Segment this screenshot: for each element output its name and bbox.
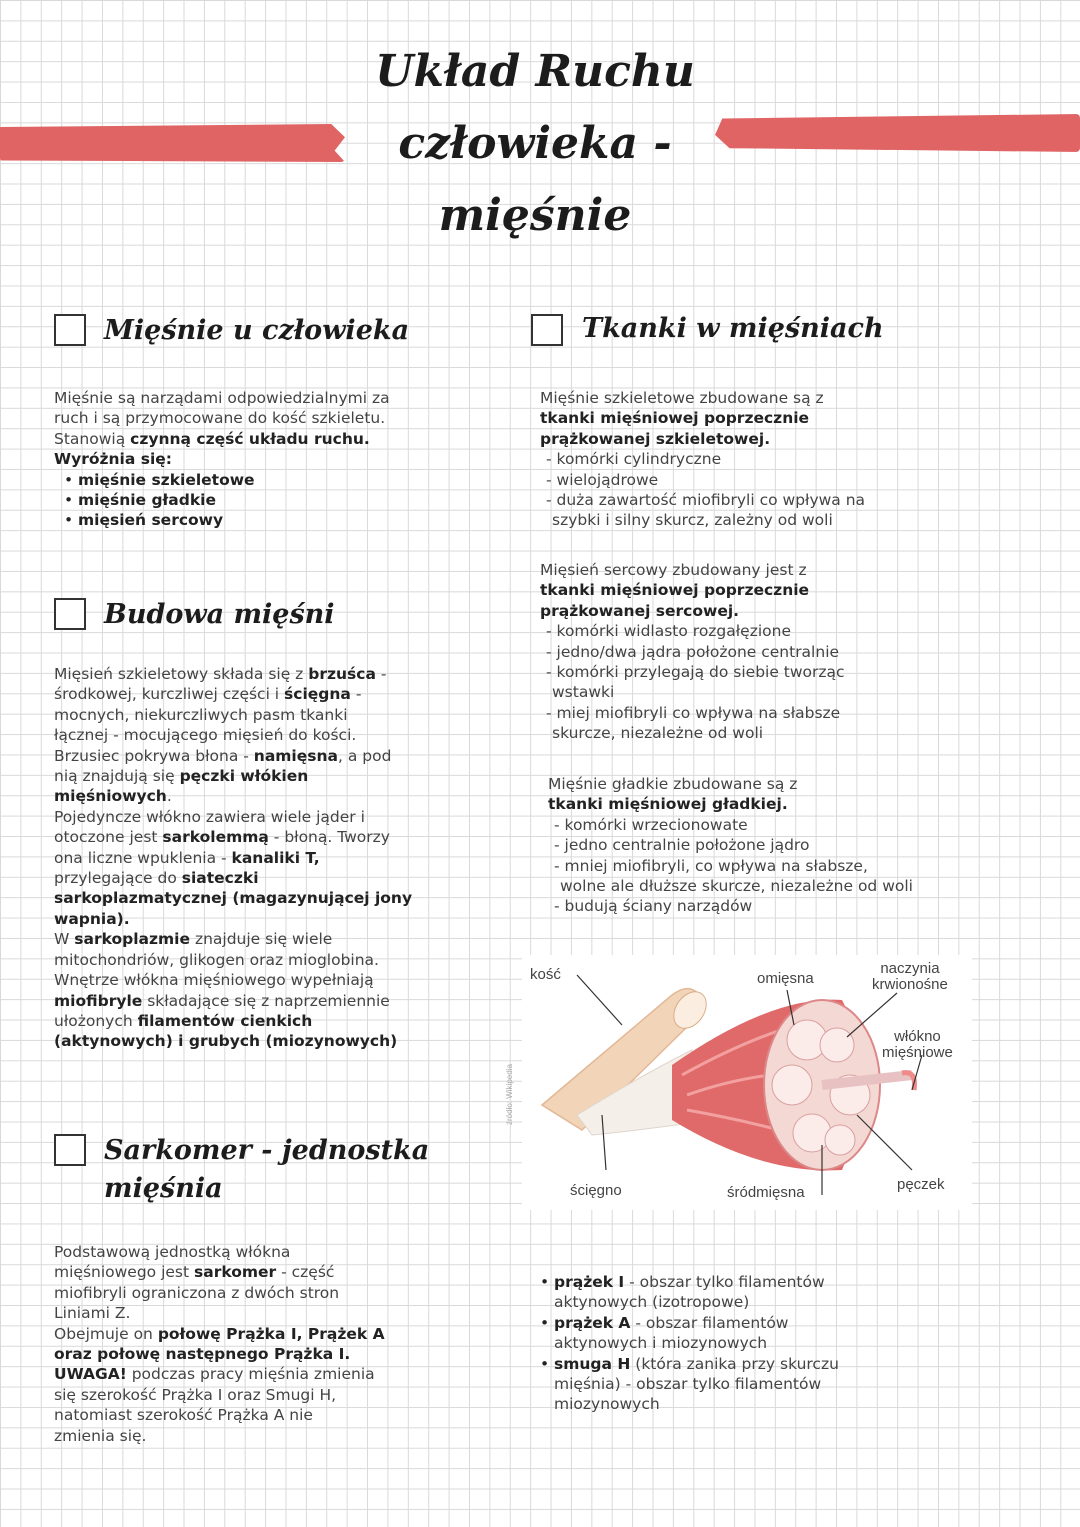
heading-tkanki: Tkanki w mięśniach bbox=[582, 313, 884, 344]
text-budowa: Mięsień szkieletowy składa się z brzuśca - środkowej, kurczliwej części i ścięgna - mocnych, niekurczliwych pasm tkanki łącznej - mocującego mięsień do kości. Brzusiec pokrywa błona - namięsna, a pod nią znajdują się pęczki włókien mięśniowych. Pojedyncze włókno zawiera wiele jąder i otoczone jest sarkolemmą - błoną. Tworzy ona liczne wpuklenia - kanaliki T, przylegające do siateczki sarkoplazmatycznej (magazynującej jony wapnia). W sarkoplazmie znajduje się wiele mitochondriów, glikogen oraz mioglobina. Wnętrze włókna mięśniowego wypełniają miofibryle składające się z naprzemiennie ułożonych filamentów cienkich (aktynowych) i grubych (miozynowych) bbox=[54, 665, 413, 1051]
label-sciegno: ścięgno bbox=[570, 1182, 622, 1199]
text-tkanki-sercowy: Mięsień sercowy zbudowany jest z tkanki mięśniowej poprzecznie prążkowanej sercowej. - komórki widlasto rozgałęzione - jedno/dwa jądra położone centralnie - komórki przylegają do siebie tworząc wstawki - miej miofibryli co wpływa na słabsze skurcze, niezależne od woli bbox=[540, 561, 845, 743]
text-sarkomer: Podstawową jednostką włókna mięśniowego jest sarkomer - część miofibryli ograniczona z dwóch stron Liniami Z. Obejmuje on połowę Prążka I, Prążek A oraz połowę następnego Prążka I. UWAGA! podczas pracy mięśnia zmienia się szerokość Prążka I oraz Smugi H, natomiast szerokość Prążka A nie zmienia się. bbox=[54, 1243, 385, 1445]
text-miesnie: Mięśnie są narządami odpowiedzialnymi za ruch i są przymocowane do kość szkieletu. Stanowią czynną część układu ruchu. Wyróżnia się: • mięśnie szkieletowe • mięśnie gładkie • mięsień sercowy bbox=[54, 388, 390, 531]
label-kosc: kość bbox=[530, 966, 561, 983]
heading-budowa: Budowa mięśni bbox=[104, 599, 335, 630]
heading-miesnie: Mięśnie u człowieka bbox=[104, 315, 410, 346]
decorative-brush-right bbox=[715, 114, 1080, 152]
heading-sarkomer: Sarkomer - jednostka mięśnia bbox=[104, 1135, 430, 1204]
title-line-1: Układ Ruchu bbox=[375, 46, 695, 97]
section-checkbox-miesnie[interactable] bbox=[54, 314, 86, 346]
label-source: źródło: Wikipedia bbox=[505, 1064, 514, 1125]
text-prazki: • prążek I - obszar tylko filamentów aktynowych (izotropowe) • prążek A - obszar filamentów aktynowych i miozynowych • smuga H (która zanika przy skurczu mięśnia) - obszar tylko filamentów miozynowych bbox=[530, 1272, 839, 1415]
label-peczek: pęczek bbox=[897, 1176, 945, 1193]
muscle-illustration bbox=[522, 955, 972, 1210]
label-wlokno: włókno mięśniowe bbox=[882, 1028, 953, 1061]
page-title bbox=[330, 36, 740, 252]
label-omiesna: omięsna bbox=[757, 970, 814, 987]
label-srodmiesna: śródmięsna bbox=[727, 1184, 805, 1201]
decorative-brush-left bbox=[0, 124, 345, 162]
section-checkbox-sarkomer[interactable] bbox=[54, 1134, 86, 1166]
title-line-3: mięśnie bbox=[438, 190, 632, 241]
label-naczynia: naczynia krwionośne bbox=[872, 960, 948, 993]
muscle-diagram bbox=[505, 955, 972, 1210]
section-checkbox-budowa[interactable] bbox=[54, 598, 86, 630]
text-tkanki-gladkie: Mięśnie gładkie zbudowane są z tkanki mięśniowej gładkiej. - komórki wrzecionowate - jedno centralnie położone jądro - mniej miofibryli, co wpływa na słabsze, wolne ale dłuższe skurcze, niezależne od woli - budują ściany narządów bbox=[548, 775, 913, 916]
text-tkanki-szkieletowe: Mięśnie szkieletowe zbudowane są z tkanki mięśniowej poprzecznie prążkowanej szkieletowej. - komórki cylindryczne - wielojądrowe - duża zawartość miofibryli co wpływa na szybki i silny skurcz, zależny od woli bbox=[540, 389, 866, 530]
section-checkbox-tkanki[interactable] bbox=[531, 314, 563, 346]
title-line-2: człowieka - bbox=[398, 118, 672, 169]
